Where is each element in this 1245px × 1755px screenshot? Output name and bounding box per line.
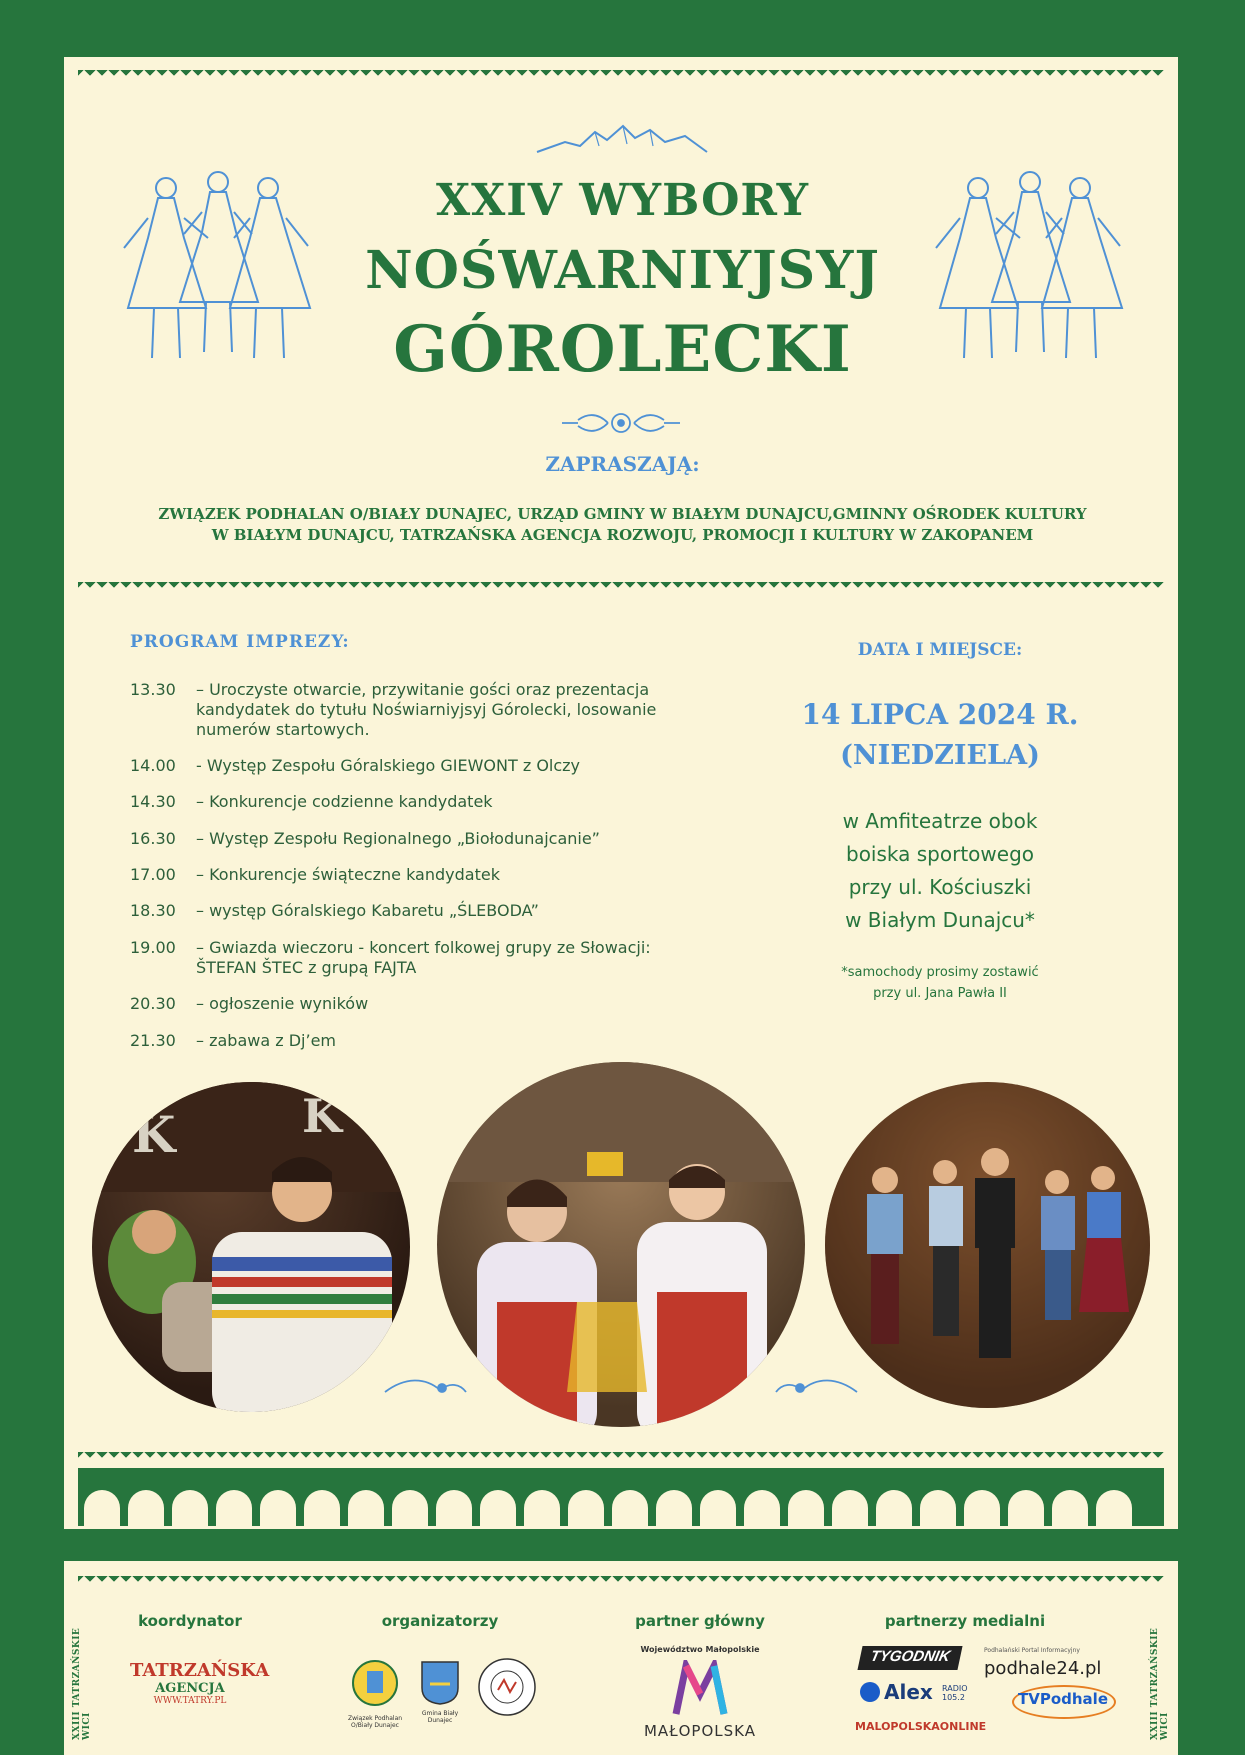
- tatrzanska-text: TATRZAŃSKA: [130, 1660, 270, 1681]
- parking-note-line-2: przy ul. Jana Pawła II: [873, 986, 1007, 1001]
- program-desc: – Uroczyste otwarcie, przywitanie gości oraz prezentacja kandydatek do tytułu Noświarniyjsyj Górolecki, losowanie numerów startowych.: [196, 680, 657, 739]
- main-partner-label: partner główny: [635, 1612, 765, 1630]
- svg-text:K: K: [302, 1089, 342, 1143]
- gmina-crest-icon: [420, 1660, 460, 1706]
- parking-note-line-1: *samochody prosimy zostawić: [841, 965, 1039, 980]
- event-place-line-2: boiska sportowego: [846, 842, 1034, 866]
- zwiazek-podhalan-logo: [342, 1655, 408, 1729]
- program-time: 17.00: [130, 865, 176, 884]
- media-partners-label: partnerzy medialni: [884, 1612, 1046, 1630]
- cabaret-scene-icon: [92, 1082, 410, 1412]
- lower-zigzag-border: [78, 1452, 1164, 1466]
- program-heading: PROGRAM IMPREZY:: [130, 632, 350, 652]
- tygodnik-text: TYGODNIK: [868, 1648, 952, 1665]
- program-item: [130, 792, 730, 812]
- event-place-line-3: przy ul. Kościuszki: [848, 875, 1032, 899]
- program-time: 18.30: [130, 901, 176, 920]
- agencja-text: AGENCJA: [155, 1681, 225, 1696]
- tatrzanska-agencja-logo: [130, 1660, 270, 1706]
- wojewodztwo-text: Województwo Małopolskie: [640, 1645, 760, 1654]
- coordinator-label: koordynator: [138, 1612, 242, 1630]
- program-item: [130, 680, 730, 740]
- program-item: [130, 756, 730, 776]
- program-time: 14.00: [130, 756, 176, 775]
- side-text-left: XXIII TATRZAŃSKIE WICI: [72, 1627, 92, 1740]
- parking-note: [760, 962, 1120, 1004]
- malopolska-logo: [620, 1645, 780, 1740]
- program-time: 21.30: [130, 1031, 176, 1050]
- program-item: [130, 1031, 730, 1051]
- alex-radio-text: RADIO 105.2: [942, 1684, 968, 1702]
- top-zigzag-border: [78, 70, 1164, 84]
- program-item: [130, 901, 730, 921]
- photo-cabaret: [92, 1082, 410, 1412]
- event-heading: DATA I MIEJSCE:: [857, 640, 1023, 660]
- program-time: 16.30: [130, 829, 176, 848]
- photo-crowning: [437, 1062, 805, 1427]
- photo-band: [825, 1082, 1150, 1408]
- tatry-url: WWW.TATRY.PL: [153, 1696, 227, 1706]
- event-place: [760, 805, 1120, 937]
- gok-seal-icon: [476, 1656, 538, 1718]
- band-scene-icon: [825, 1082, 1150, 1408]
- tvpodhale-logo: TVPodhale: [1018, 1690, 1108, 1708]
- program-desc: - Występ Zespołu Góralskiego GIEWONT z Olczy: [196, 756, 581, 775]
- title-line-3: GÓROLECKI: [393, 312, 852, 387]
- footer-zigzag-border: [78, 1576, 1164, 1590]
- org2-name: Gmina Biały Dunajec: [421, 1710, 459, 1724]
- program-desc: – Konkurencje świąteczne kandydatek: [196, 865, 500, 884]
- podhale24-logo: podhale24.pl: [984, 1658, 1102, 1679]
- program-desc: – Gwiazda wieczoru - koncert folkowej grupy ze Słowacji: ŠTEFAN ŠTEC z grupą FAJTA: [196, 938, 651, 977]
- portal-small-text: Podhalański Portal Informacyjny: [984, 1647, 1080, 1654]
- program-desc: – występ Góralskiego Kabaretu „ŚLEBODA”: [196, 901, 539, 920]
- svg-text:K: K: [132, 1105, 176, 1164]
- malopolska-text: MAŁOPOLSKA: [643, 1722, 756, 1740]
- left-flower-ornament-icon: [380, 1372, 470, 1402]
- crowning-scene-icon: [437, 1062, 805, 1427]
- side-text-right: XXIII TATRZAŃSKIE WICI: [1150, 1627, 1170, 1740]
- program-time: 14.30: [130, 792, 176, 811]
- scalloped-border: [78, 1468, 1164, 1526]
- organizers-label: organizatorzy: [381, 1612, 499, 1630]
- invite-line-1: ZWIĄZEK PODHALAN O/BIAŁY DUNAJEC, URZĄD GMINY W BIAŁYM DUNAJCU,GMINNY OŚRODEK KULTURY: [158, 505, 1087, 523]
- program-desc: – ogłoszenie wyników: [196, 994, 369, 1013]
- podhalan-crest-icon: [349, 1655, 401, 1711]
- floral-ornament-icon: [558, 408, 684, 438]
- alex-radio-icon: [860, 1682, 880, 1702]
- middle-zigzag-border: [78, 582, 1164, 596]
- program-item: [130, 865, 730, 885]
- title-line-2: NOŚWARNIYJSYJ: [365, 240, 880, 301]
- invite-line-2: W BIAŁYM DUNAJCU, TATRZAŃSKA AGENCJA ROZWOJU, PROMOCJI I KULTURY W ZAKOPANEM: [211, 526, 1034, 544]
- malopolska-online-logo: MALOPOLSKAONLINE: [855, 1720, 987, 1733]
- program-item: [130, 829, 730, 849]
- gok-logo: [474, 1656, 540, 1722]
- program-desc: – zabawa z Dj’em: [196, 1031, 336, 1050]
- program-time: 20.30: [130, 994, 176, 1013]
- program-time: 19.00: [130, 938, 176, 957]
- gmina-logo: [410, 1660, 470, 1724]
- event-place-line-1: w Amfiteatrze obok: [842, 809, 1038, 833]
- event-date: 14 LIPCA 2024 R.: [801, 698, 1079, 731]
- event-day: (NIEDZIELA): [840, 740, 1040, 771]
- program-desc: – Konkurencje codzienne kandydatek: [196, 792, 493, 811]
- program-time: 13.30: [130, 680, 176, 699]
- title-line-1: XXIV WYBORY: [435, 175, 810, 226]
- tygodnik-logo: [857, 1646, 962, 1670]
- program-desc: – Występ Zespołu Regionalnego „Biołodunajcanie”: [196, 829, 600, 848]
- alex-logo: Alex: [884, 1680, 933, 1704]
- event-place-line-4: w Białym Dunajcu*: [845, 908, 1035, 932]
- mountain-ornament-icon: [535, 122, 710, 158]
- invite-heading: ZAPRASZAJĄ:: [545, 452, 700, 476]
- right-flower-ornament-icon: [772, 1372, 862, 1402]
- program-item: [130, 994, 730, 1014]
- malopolska-m-icon: [670, 1660, 730, 1718]
- org1-name: Związek Podhalan O/Biały Dunajec: [347, 1715, 403, 1729]
- program-item: [130, 938, 730, 978]
